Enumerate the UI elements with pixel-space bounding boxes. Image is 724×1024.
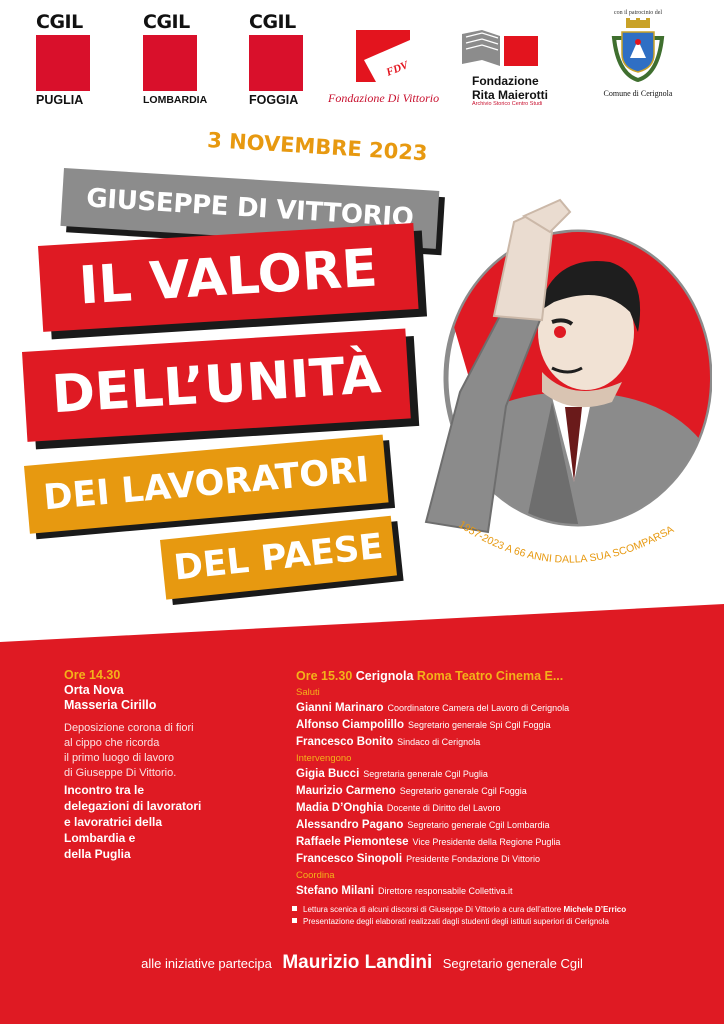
- morning-place-2: Masseria Cirillo: [64, 698, 157, 712]
- event-line: Lombardia e: [64, 831, 136, 845]
- morning-description: [64, 721, 264, 781]
- fdv-name: Fondazione Di Vittorio: [328, 91, 440, 105]
- intervengono-label: Intervengono: [296, 753, 352, 764]
- speaker-row: [296, 882, 696, 899]
- title-line-2-band: DELL’UNITÀ: [22, 329, 411, 442]
- speaker-name: Maurizio Carmeno: [296, 785, 396, 797]
- title-line-3-band: DEI LAVORATORI: [24, 435, 389, 534]
- speaker-role: Presidente Fondazione Di Vittorio: [406, 854, 540, 864]
- afternoon-venue: Roma Teatro Cinema E...: [416, 669, 564, 683]
- speaker-role: Docente di Diritto del Lavoro: [386, 803, 501, 813]
- description-line: Deposizione corona di fiori: [64, 722, 194, 734]
- cgil-region-label: LOMBARDIA: [143, 94, 208, 106]
- speaker-name: Stefano Milani: [296, 885, 374, 897]
- event-line: e lavoratrici della: [64, 815, 163, 829]
- afternoon-header: [296, 668, 696, 684]
- speaker-name: Gianni Marinaro: [296, 702, 384, 714]
- footer-name: Maurizio Landini: [282, 952, 433, 973]
- cgil-foggia-logo: [249, 12, 309, 107]
- fdv-mark-icon: [356, 30, 410, 82]
- morning-event: [64, 782, 264, 862]
- speaker-role: Direttore responsabile Collettiva.it: [377, 886, 513, 896]
- bullet-square-icon: [292, 918, 297, 923]
- coat-of-arms-icon: [608, 18, 668, 82]
- speaker-role: Sindaco di Cerignola: [397, 737, 481, 747]
- fondazione-di-vittorio-logo: [328, 30, 448, 106]
- speaker-role: Coordinatore Camera del Lavoro di Cerignola: [387, 703, 570, 713]
- anniversary-curved-text: [454, 512, 704, 592]
- title-line-4-band: DEL PAESE: [160, 516, 397, 600]
- speaker-row: [296, 833, 696, 850]
- coordina-label: Coordina: [296, 870, 335, 881]
- cgil-logo-text: CGIL: [36, 11, 83, 33]
- cgil-logo-text: CGIL: [249, 11, 296, 33]
- speaker-role: Segretario generale Spi Cgil Foggia: [407, 720, 551, 730]
- bullet-square-icon: [292, 906, 297, 911]
- maierotti-name-line2: Rita Maierotti: [472, 88, 549, 102]
- speaker-role: Segretaria generale Cgil Puglia: [363, 769, 488, 779]
- speaker-name: Alfonso Ciampolillo: [296, 719, 404, 731]
- morning-place-1: Orta Nova: [64, 683, 124, 697]
- speaker-role: Segretario generale Cgil Foggia: [399, 786, 527, 796]
- speaker-name: Madia D’Onghia: [296, 802, 383, 814]
- saluti-label: Saluti: [296, 687, 320, 698]
- fdv-mark-text: FDV: [384, 59, 410, 79]
- speaker-row: [296, 733, 696, 750]
- anniversary-text: 1957-2023 A 66 ANNI DALLA SUA SCOMPARSA: [456, 518, 676, 566]
- speaker-name: Francesco Bonito: [296, 736, 394, 748]
- cgil-red-square: [143, 35, 197, 91]
- di-vittorio-portrait-illustration: [402, 192, 712, 542]
- speaker-name: Francesco Sinopoli: [296, 853, 403, 865]
- morning-time: Ore 14.30: [64, 668, 121, 682]
- footer-role: Segretario generale Cgil: [442, 956, 583, 971]
- speaker-row: [296, 699, 696, 716]
- speaker-row: [296, 716, 696, 733]
- patronage-label: con il patrocinio del: [613, 10, 663, 16]
- footer-participation: [0, 952, 724, 974]
- footer-lead: alle iniziative partecipa: [141, 956, 272, 971]
- program-notes: [292, 904, 712, 928]
- svg-text:1957-2023 A 66 ANNI DALLA SUA: [456, 519, 676, 566]
- open-book-icon: [460, 28, 540, 68]
- afternoon-time: Ore 15.30: [296, 669, 353, 683]
- actor-name: Michele D’Errico: [563, 905, 627, 914]
- person-name-band: GIUSEPPE DI VITTORIO: [60, 168, 439, 249]
- speaker-row: [296, 799, 696, 816]
- morning-program: [64, 668, 264, 862]
- fondazione-maierotti-logo: [460, 28, 580, 107]
- note-item: [292, 904, 712, 916]
- cgil-logo-text: CGIL: [143, 11, 190, 33]
- note-text: Presentazione degli elaborati realizzati dagli studenti degli istituti superiori di Cerignola: [303, 917, 609, 926]
- comune-name: Comune di Cerignola: [603, 89, 673, 98]
- note-text: Lettura scenica di alcuni discorsi di Giuseppe Di Vittorio a cura dell’attore: [303, 905, 562, 914]
- afternoon-city: Cerignola: [355, 669, 414, 683]
- cgil-puglia-logo: [36, 12, 96, 107]
- speaker-name: Gigia Bucci: [296, 768, 360, 780]
- event-date: 3 NOVEMBRE 2023: [206, 128, 429, 166]
- cgil-lombardia-logo: [143, 11, 208, 107]
- speaker-row: [296, 782, 696, 799]
- speaker-role: Segretario generale Cgil Lombardia: [407, 820, 550, 830]
- cgil-region-label: FOGGIA: [249, 93, 299, 107]
- title-line-1-band: IL VALORE: [38, 223, 419, 332]
- cgil-region-label: PUGLIA: [36, 93, 84, 107]
- cgil-red-square: [36, 35, 90, 91]
- speaker-row: [296, 765, 696, 782]
- cgil-red-square: [249, 35, 303, 91]
- comune-cerignola-logo: [600, 10, 676, 98]
- event-line: Incontro tra le: [64, 783, 145, 797]
- speaker-name: Raffaele Piemontese: [296, 836, 409, 848]
- note-item: [292, 916, 712, 928]
- speaker-role: Vice Presidente della Regione Puglia: [412, 837, 561, 847]
- speaker-row: [296, 816, 696, 833]
- description-line: di Giuseppe Di Vittorio.: [64, 767, 177, 779]
- description-line: al cippo che ricorda: [64, 737, 160, 749]
- event-line: della Puglia: [64, 847, 131, 861]
- maierotti-tagline: Archivio Storico Centro Studi: [472, 101, 543, 107]
- description-line: il primo luogo di lavoro: [64, 752, 175, 764]
- event-line: delegazioni di lavoratori: [64, 799, 202, 813]
- speaker-row: [296, 850, 696, 867]
- speaker-name: Alessandro Pagano: [296, 819, 404, 831]
- maierotti-name-line1: Fondazione: [472, 74, 539, 88]
- afternoon-program: [296, 668, 696, 899]
